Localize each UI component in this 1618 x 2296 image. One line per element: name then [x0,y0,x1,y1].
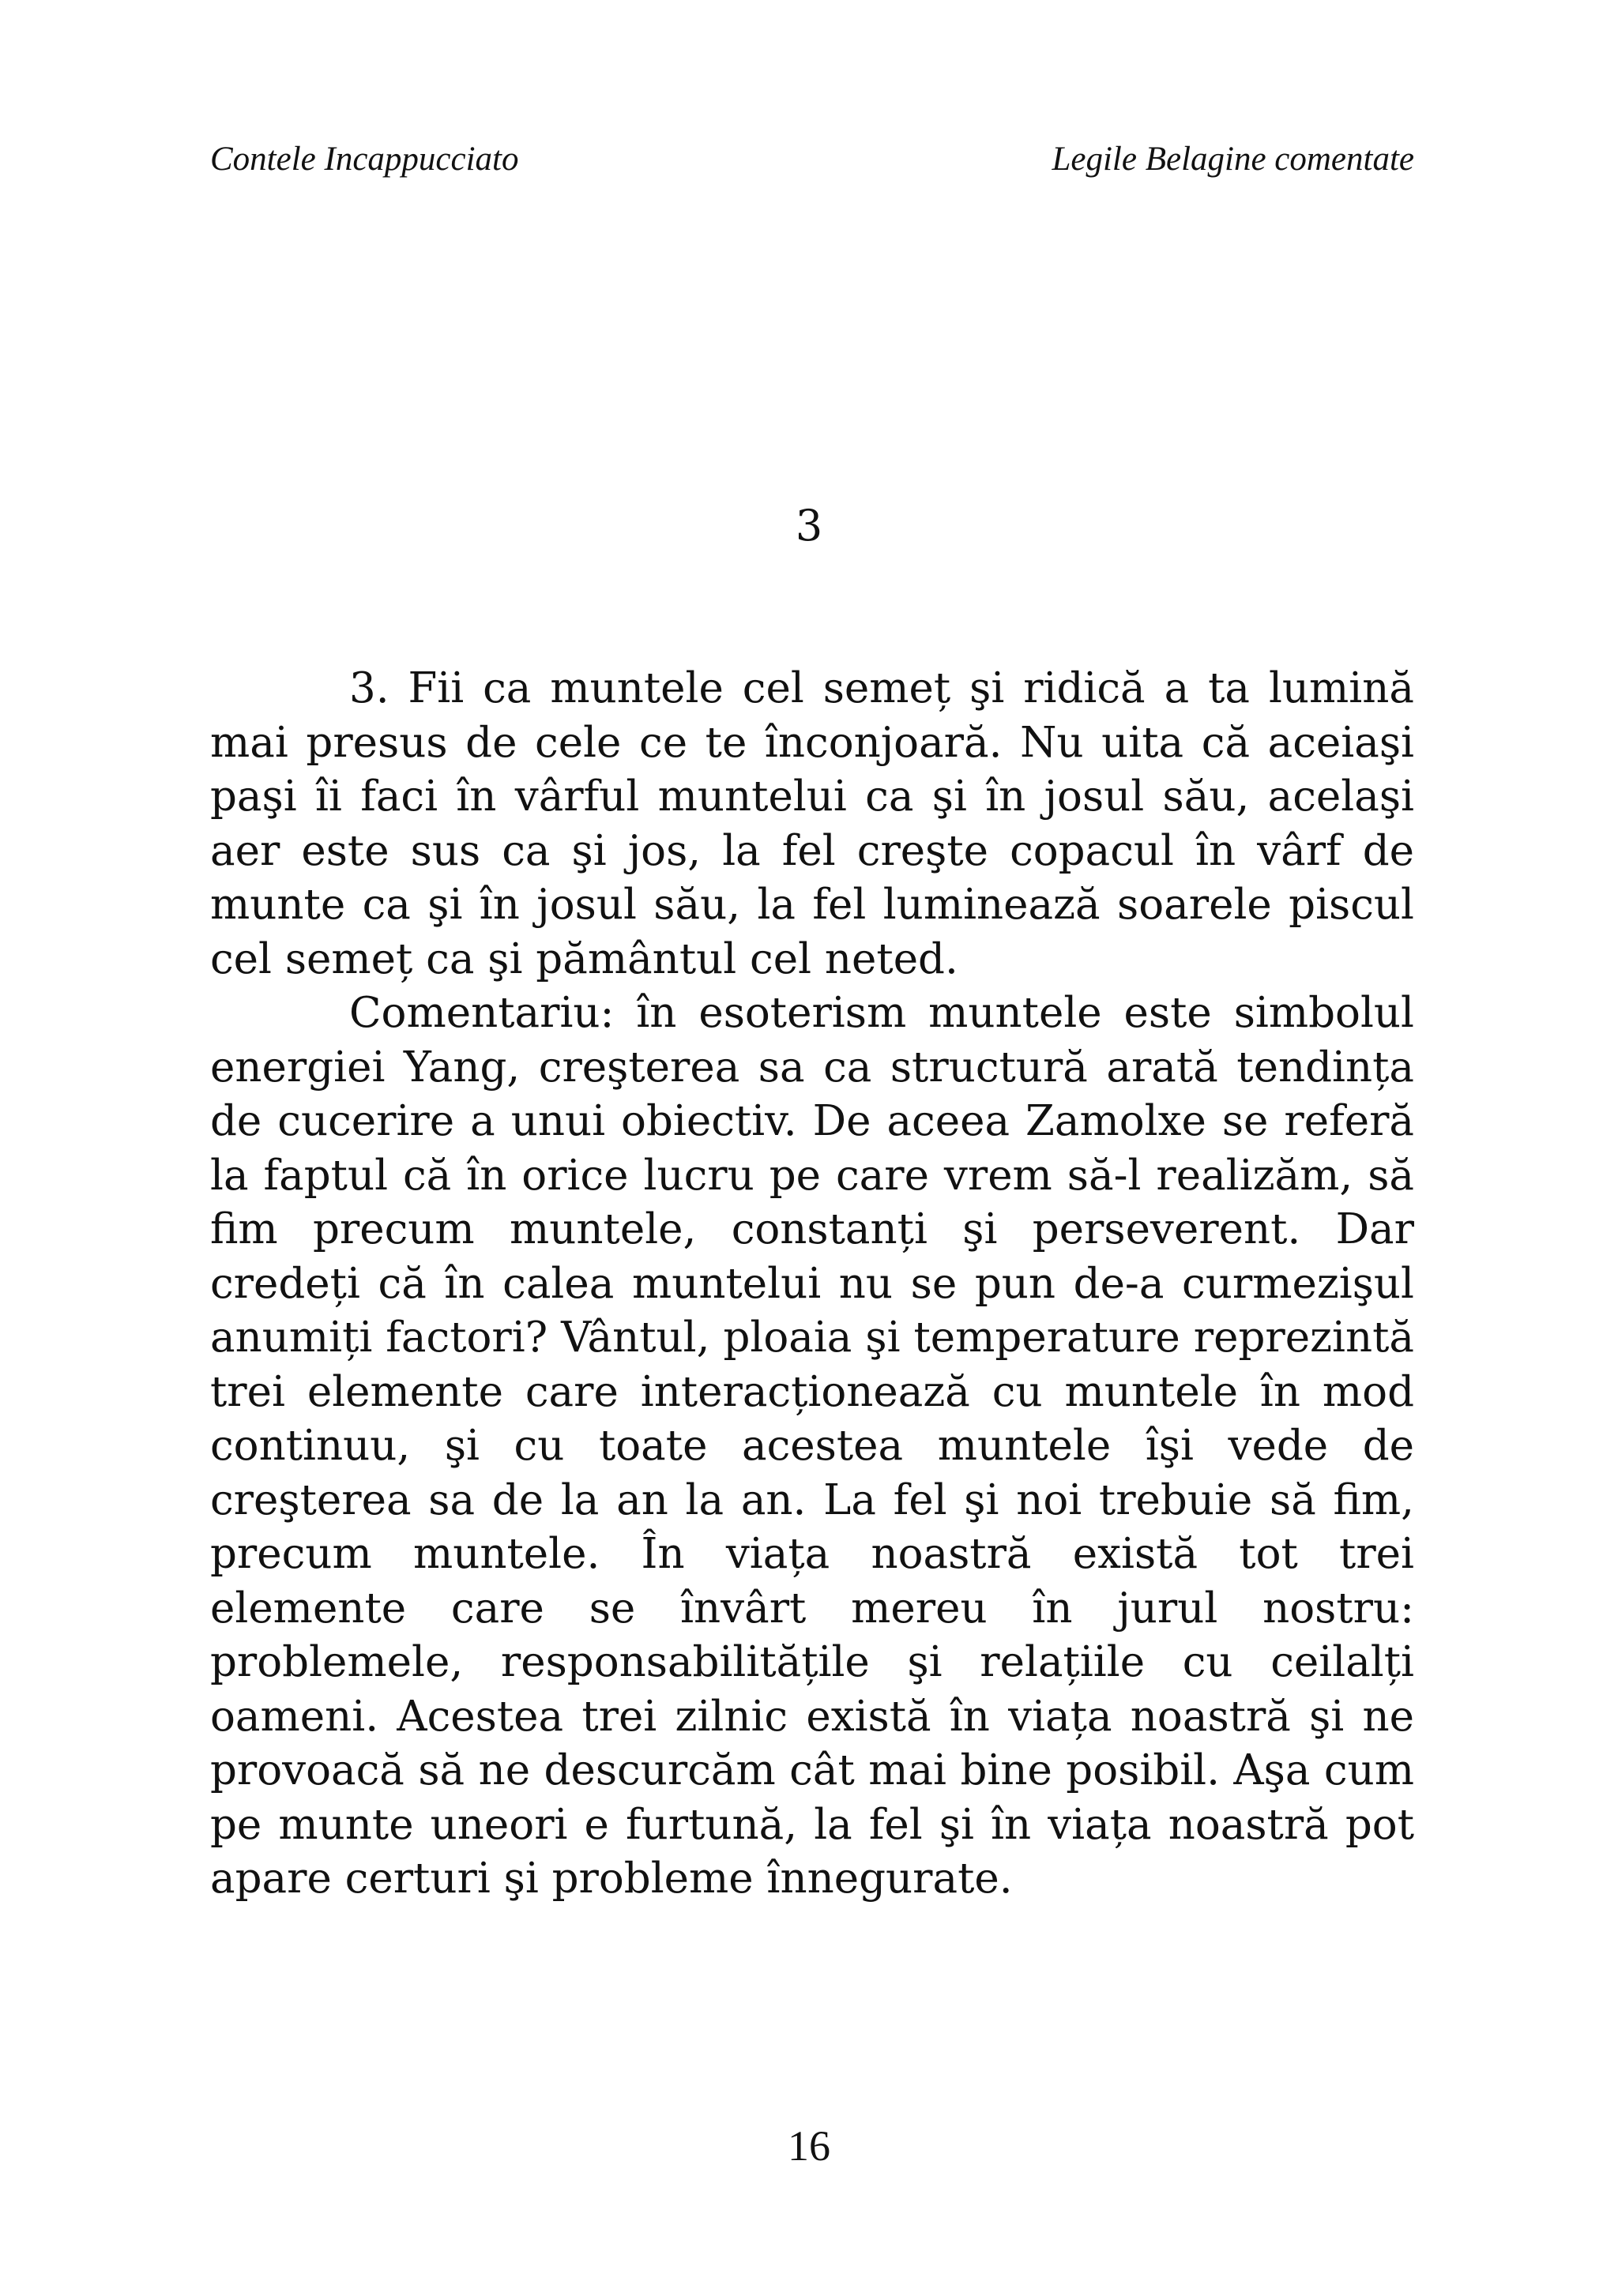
page-number: 16 [788,2122,830,2170]
header-author: Contele Incappucciato [210,141,519,178]
paragraph-law: 3. Fii ca muntele cel semeț şi ridică a ta lumină mai presus de cele ce te înconjoară. Nu uita că aceiaşi paşi îi faci în vârful muntelui ca şi în josul său, acelaşi aer este sus ca şi jos, la fel creşte copacul în vârf de munte ca şi în josul său, la fel luminează soarele piscul cel semeț ca şi pământul cel neted. [210,664,1414,983]
paragraph-commentary: Comentariu: în esoterism muntele este simbolul energiei Yang, creşterea sa ca structură arată tendința de cucerire a unui obiectiv. De aceea Zamolxe se referă la faptul că în orice lucru pe care vrem să-l realizăm, să fim precum muntele, constanți şi perseverent. Dar credeți că în calea muntelui nu se pun de-a curmezişul anumiți factori? Vântul, ploaia şi temperature reprezintă trei elemente care interacționează cu muntele în mod continuu, şi cu toate acestea muntele îşi vede de creşterea sa de la an la an. La fel şi noi trebuie să fim, precum muntele. În viața noastră există tot trei elemente care se învârt mereu în jurul nostru: problemele, responsabilitățile şi relațiile cu ceilalți oameni. Acestea trei zilnic există în viața noastră şi ne provoacă să ne descurcăm cât mai bine posibil. Aşa cum pe munte uneori e furtună, la fel şi în viața noastră pot apare certuri şi probleme înnegurate. [210,989,1414,1903]
header-book-title: Legile Belagine comentate [1052,141,1414,178]
running-header [210,136,1414,183]
body-text [210,662,1414,1907]
chapter-number: 3 [795,501,823,551]
